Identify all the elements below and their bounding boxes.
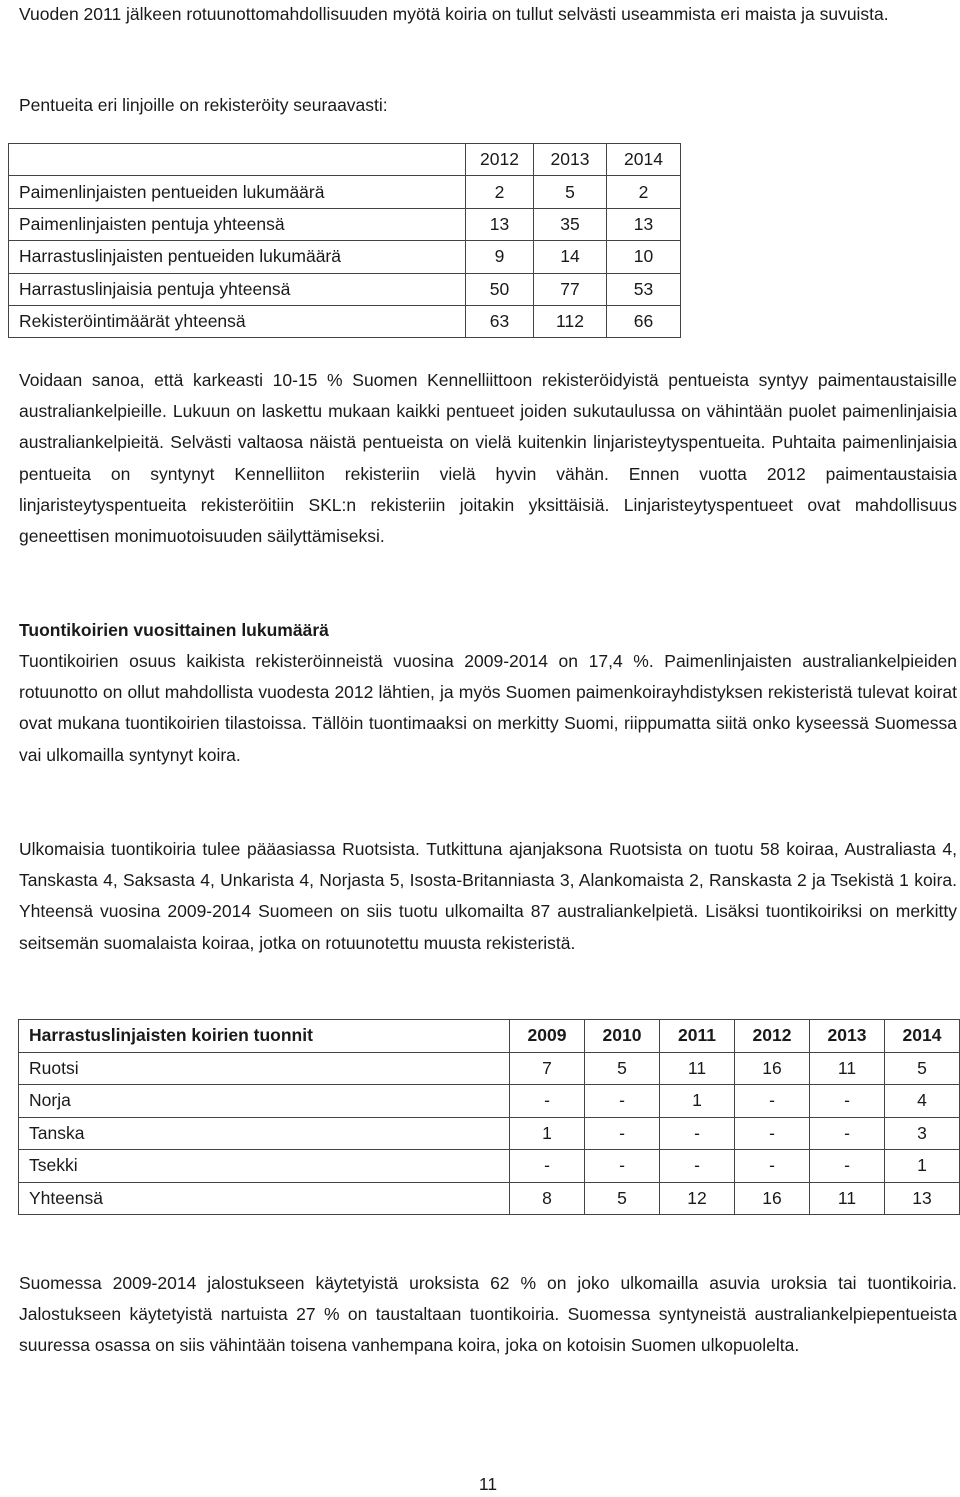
table-cell: Ruotsi	[19, 1052, 510, 1085]
imports-share-paragraph: Tuontikoirien osuus kaikista rekisteröinneistä vuosina 2009-2014 on 17,4 %. Paimenlinjaisten australiankelpieiden rotuunotto on ollut mahdollista vuodesta 2012 lähtien, ja myös Suomen paimenkoirayhdistyksen rekisteristä tulevat koirat ovat mukana tuontikoirien tilastoissa. Tällöin tuontimaaksi on merkitty Suomi, riippumatta siitä onko kyseessä Suomessa vai ulkomailla syntynyt koira.	[19, 651, 957, 765]
table-cell: 1	[660, 1085, 735, 1118]
table-cell: Paimenlinjaisten pentueiden lukumäärä	[9, 176, 466, 208]
table-cell: -	[810, 1117, 885, 1150]
table-cell: Harrastuslinjaisten koirien tuonnit	[19, 1020, 510, 1053]
table-cell: 11	[810, 1052, 885, 1085]
table-cell: -	[660, 1150, 735, 1183]
table-cell: -	[810, 1150, 885, 1183]
table-cell: 13	[607, 208, 681, 240]
table-cell: 2013	[810, 1020, 885, 1053]
table-cell: -	[585, 1150, 660, 1183]
table-cell: 5	[585, 1182, 660, 1215]
litters-intro-paragraph: Pentueita eri linjoille on rekisteröity seuraavasti:	[19, 95, 388, 115]
table-cell: -	[735, 1085, 810, 1118]
table-row	[19, 1117, 960, 1150]
table-cell: 53	[607, 273, 681, 305]
table-cell: 2011	[660, 1020, 735, 1053]
table-cell: 63	[466, 305, 534, 337]
table-cell: 11	[660, 1052, 735, 1085]
table-cell: Norja	[19, 1085, 510, 1118]
table-cell: 66	[607, 305, 681, 337]
table-cell: 16	[735, 1052, 810, 1085]
table-cell: Tsekki	[19, 1150, 510, 1183]
table-cell: 2012	[735, 1020, 810, 1053]
table-cell: -	[585, 1117, 660, 1150]
table-cell: 7	[510, 1052, 585, 1085]
litters-table	[8, 143, 681, 338]
table-cell: 2	[466, 176, 534, 208]
table-row	[9, 273, 681, 305]
table-row	[19, 1052, 960, 1085]
table-cell: Paimenlinjaisten pentuja yhteensä	[9, 208, 466, 240]
table-cell: 12	[660, 1182, 735, 1215]
table-cell: -	[735, 1150, 810, 1183]
table-cell: -	[810, 1085, 885, 1118]
imports-origin-paragraph: Ulkomaisia tuontikoiria tulee pääasiassa Ruotsista. Tutkittuna ajanjaksona Ruotsista on tuotu 58 koiraa, Australiasta 4, Tanskasta 4, Saksasta 4, Unkarista 4, Norjasta 5, Isosta-Britanniasta 3, Alankomaista 2, Ranskasta 2 ja Tsekistä 1 koira. Yhteensä vuosina 2009-2014 Suomeen on siis tuotu ulkomailta 87 australiankelpietä. Lisäksi tuontikoiriksi on merkitty seitsemän suomalaista koiraa, jotka on rotuunotettu muusta rekisteristä.	[19, 839, 957, 953]
table-cell: 5	[585, 1052, 660, 1085]
table-row	[19, 1150, 960, 1183]
table-cell: 50	[466, 273, 534, 305]
table-cell: -	[510, 1150, 585, 1183]
table-cell: 5	[885, 1052, 960, 1085]
section-heading: Tuontikoirien vuosittainen lukumäärä	[19, 620, 329, 640]
table-cell: 8	[510, 1182, 585, 1215]
table-cell: 35	[534, 208, 607, 240]
table-row	[9, 176, 681, 208]
table-cell	[9, 144, 466, 176]
table-cell: 2014	[607, 144, 681, 176]
table-cell: -	[735, 1117, 810, 1150]
table-cell: 77	[534, 273, 607, 305]
table-cell: 3	[885, 1117, 960, 1150]
table-cell: 1	[510, 1117, 585, 1150]
table-cell: 2012	[466, 144, 534, 176]
page-number: 11	[478, 1474, 498, 1494]
table-cell: 4	[885, 1085, 960, 1118]
table-row	[9, 208, 681, 240]
table-cell: 11	[810, 1182, 885, 1215]
litters-analysis-paragraph: Voidaan sanoa, että karkeasti 10-15 % Suomen Kennelliittoon rekisteröidyistä pentueista syntyy paimentaustaisille australiankelpieille. Lukuun on laskettu mukaan kaikki pentueet joiden sukutaulussa on vähintään puolet paimenlinjaisia australiankelpieitä. Selvästi valtaosa näistä pentueista on vielä kuitenkin linjaristeytyspentueita. Puhtaita paimenlinjaisia pentueita on syntynyt Kennelliiton rekisteriin vielä hyvin vähän. Ennen vuotta 2012 paimentaustaisia linjaristeytyspentueita rekisteröitiin SKL:n rekisteriin joitakin yksittäisiä. Linjaristeytyspentueet ovat mahdollisuus geneettisen monimuotoisuuden säilyttämiseksi.	[19, 370, 957, 547]
table-cell: -	[660, 1117, 735, 1150]
table-cell: 9	[466, 241, 534, 273]
table-cell: 2014	[885, 1020, 960, 1053]
table-cell: -	[510, 1085, 585, 1118]
table-row	[9, 305, 681, 337]
table-cell: 14	[534, 241, 607, 273]
table-row	[19, 1182, 960, 1215]
table-cell: Yhteensä	[19, 1182, 510, 1215]
table-cell: 16	[735, 1182, 810, 1215]
imports-table	[18, 1019, 960, 1215]
table-row	[9, 241, 681, 273]
table-cell: 2013	[534, 144, 607, 176]
intro-paragraph: Vuoden 2011 jälkeen rotuunottomahdollisuuden myötä koiria on tullut selvästi useammista eri maista ja suvuista.	[19, 4, 889, 24]
table-cell: Tanska	[19, 1117, 510, 1150]
table-row	[19, 1085, 960, 1118]
table-cell: 112	[534, 305, 607, 337]
table-cell: Rekisteröintimäärät yhteensä	[9, 305, 466, 337]
table-cell: Harrastuslinjaisten pentueiden lukumäärä	[9, 241, 466, 273]
table-cell: 5	[534, 176, 607, 208]
table-cell: Harrastuslinjaisia pentuja yhteensä	[9, 273, 466, 305]
table-cell: 2010	[585, 1020, 660, 1053]
table-cell: 2	[607, 176, 681, 208]
table-cell: 13	[885, 1182, 960, 1215]
table-header-row	[19, 1020, 960, 1053]
table-header-row	[9, 144, 681, 176]
table-cell: 1	[885, 1150, 960, 1183]
breeding-paragraph: Suomessa 2009-2014 jalostukseen käytetyistä uroksista 62 % on joko ulkomailla asuvia uroksia tai tuontikoiria. Jalostukseen käytetyistä nartuista 27 % on taustaltaan tuontikoiria. Suomessa syntyneistä australiankelpiepentueista suuressa osassa on siis vähintään toisena vanhempana koira, joka on kotoisin Suomen ulkopuolelta.	[19, 1273, 957, 1356]
table-cell: 10	[607, 241, 681, 273]
table-cell: 2009	[510, 1020, 585, 1053]
table-cell: 13	[466, 208, 534, 240]
table-cell: -	[585, 1085, 660, 1118]
